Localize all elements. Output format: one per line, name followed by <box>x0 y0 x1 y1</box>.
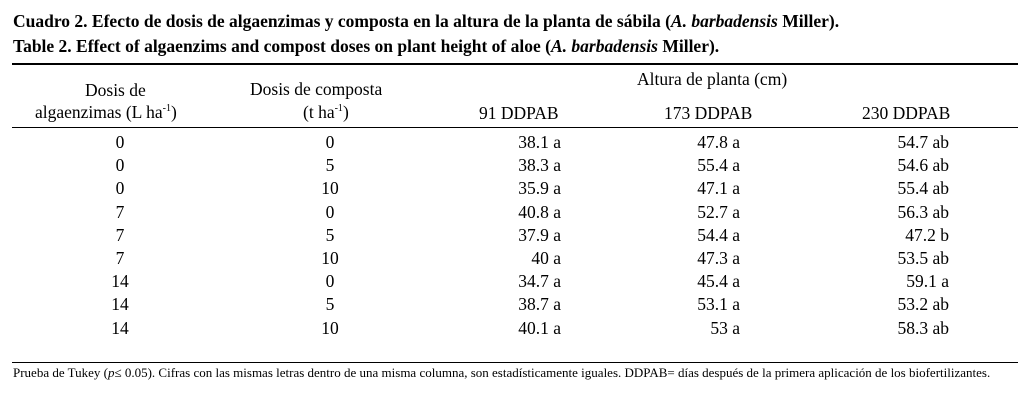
table-bottom-rule <box>12 362 1018 363</box>
cell-91-ddpab: 40.8 a <box>518 202 561 222</box>
cell-91-ddpab: 37.9 a <box>518 225 561 245</box>
cell-173-ddpab: 52.7 a <box>697 202 740 222</box>
header-173-ddpab: 173 DDPAB <box>664 103 753 123</box>
table-footnote: Prueba de Tukey (p≤ 0.05). Cifras con las mismas letras dentro de una misma columna, son estadísticamente iguales. DDPAB= días después de la primera aplicación de los biofertilizantes. <box>13 365 991 380</box>
header-230-ddpab: 230 DDPAB <box>862 103 951 123</box>
table-top-rule <box>12 63 1018 65</box>
cell-230-ddpab: 54.6 ab <box>897 155 949 175</box>
cell-91-ddpab: 40.1 a <box>518 318 561 338</box>
header-91-ddpab: 91 DDPAB <box>479 103 559 123</box>
cell-173-ddpab: 47.3 a <box>697 248 740 268</box>
cell-173-ddpab: 47.8 a <box>697 132 740 152</box>
cell-230-ddpab: 56.3 ab <box>897 202 949 222</box>
cell-173-ddpab: 45.4 a <box>697 271 740 291</box>
caption-spanish: Cuadro 2. Efecto de dosis de algaenzimas y composta en la altura de la planta de sábila (A. barbadensis Miller). <box>13 11 840 31</box>
cell-230-ddpab: 55.4 ab <box>897 178 949 198</box>
cell-173-ddpab: 53 a <box>710 318 740 338</box>
cell-230-ddpab: 47.2 b <box>905 225 949 245</box>
header-algaenzimas-line2: algaenzimas (L $ha^{-1}$) <box>35 102 177 122</box>
caption-english: Table 2. Effect of algaenzims and compost doses on plant height of aloe (A. barbadensis Miller). <box>13 36 720 56</box>
cell-91-ddpab: 38.7 a <box>518 294 561 314</box>
cell-91-ddpab: 38.1 a <box>518 132 561 152</box>
cell-173-ddpab: 47.1 a <box>697 178 740 198</box>
cell-230-ddpab: 54.7 ab <box>897 132 949 152</box>
cell-173-ddpab: 55.4 a <box>697 155 740 175</box>
cell-230-ddpab: 53.2 ab <box>897 294 949 314</box>
cell-173-ddpab: 54.4 a <box>697 225 740 245</box>
cell-230-ddpab: 58.3 ab <box>897 318 949 338</box>
cell-91-ddpab: 34.7 a <box>518 271 561 291</box>
header-composta-line2: (t $ha^{-1}$) <box>303 102 349 122</box>
cell-91-ddpab: 38.3 a <box>518 155 561 175</box>
cell-91-ddpab: 40 a <box>531 248 561 268</box>
cell-230-ddpab: 53.5 ab <box>897 248 949 268</box>
cell-230-ddpab: 59.1 a <box>906 271 949 291</box>
cell-173-ddpab: 53.1 a <box>697 294 740 314</box>
header-algaenzimas-line1: Dosis de <box>85 80 146 100</box>
cell-91-ddpab: 35.9 a <box>518 178 561 198</box>
header-altura-group: Altura de planta (cm) <box>637 69 788 89</box>
header-composta-line1: Dosis de composta <box>250 79 383 99</box>
header-bottom-rule <box>12 127 1018 128</box>
